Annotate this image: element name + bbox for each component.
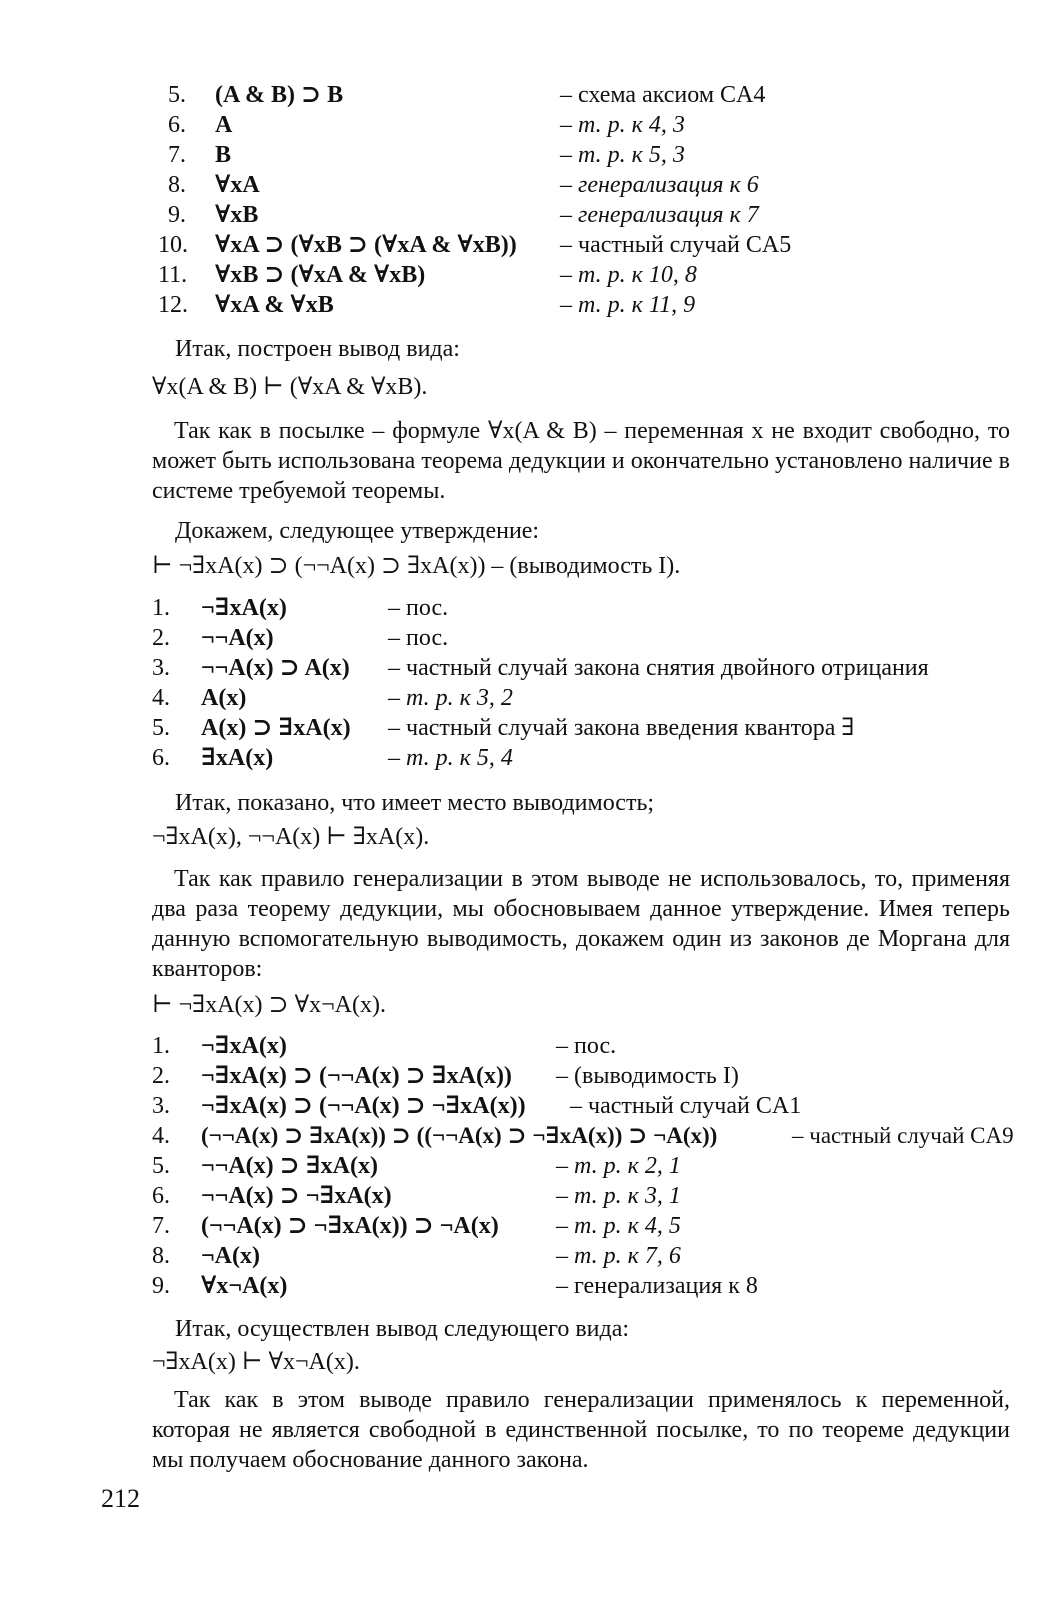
derivation-line <box>0 1181 1063 1211</box>
line-formula: ∀xB ⊃ (∀xA & ∀xB) <box>215 262 426 288</box>
derivation-line <box>0 623 1063 653</box>
derivation-line <box>0 1091 1063 1121</box>
line-number: 6. <box>168 112 186 138</box>
line-number: 7. <box>168 142 186 168</box>
line-number: 2. <box>152 625 170 651</box>
derivation-line <box>0 593 1063 623</box>
derivation-result: ¬∃xA(x) ⊢ ∀x¬A(x). <box>152 1349 360 1375</box>
line-number: 3. <box>152 655 170 681</box>
paragraph: Так как правило генерализации в этом выводе не использовалось, то, применяя два раза теорему дедукции, мы обосновываем данное утверждение. Имея теперь данную вспомогательную выводимость, докажем один из законов де Моргана для кванторов: <box>152 866 1010 982</box>
line-comment: – частный случай закона введения квантора ∃ <box>388 715 855 741</box>
line-number: 4. <box>152 1123 170 1149</box>
line-comment: – т. р. к 2, 1 <box>556 1153 681 1179</box>
line-number: 8. <box>168 172 186 198</box>
line-comment: – т. р. к 10, 8 <box>560 262 697 288</box>
line-comment: – т. р. к 5, 3 <box>560 142 685 168</box>
derivation-line <box>0 1241 1063 1271</box>
line-formula: (A & B) ⊃ B <box>215 82 344 108</box>
line-number: 5. <box>168 82 186 108</box>
line-formula: ∃xA(x) <box>201 745 274 771</box>
line-number: 9. <box>168 202 186 228</box>
line-comment: – пос. <box>556 1033 617 1059</box>
line-number: 12. <box>158 292 188 318</box>
line-formula: ∀xA ⊃ (∀xB ⊃ (∀xA & ∀xB)) <box>215 232 517 258</box>
line-comment: – т. р. к 4, 3 <box>560 112 685 138</box>
derivation-line <box>0 230 1063 260</box>
line-formula: ¬¬A(x) ⊃ ¬∃xA(x) <box>201 1183 392 1209</box>
derivation-result: ∀x(A & B) ⊢ (∀xA & ∀xB). <box>152 374 428 400</box>
conclusion-intro: Итак, построен вывод вида: <box>175 336 460 362</box>
derivation-line <box>0 1121 1063 1151</box>
line-formula: (¬¬A(x) ⊃ ∃xA(x)) ⊃ ((¬¬A(x) ⊃ ¬∃xA(x)) ⊃ ¬A(x)) <box>201 1123 718 1148</box>
line-number: 2. <box>152 1063 170 1089</box>
derivation-line <box>0 1271 1063 1301</box>
paragraph: Так как в этом выводе правило генерализации применялось к переменной, которая не является свободной в единственной посылке, то по теореме дедукции мы получаем обоснование данного закона. <box>152 1387 1010 1473</box>
line-formula: ∀xA <box>215 172 260 198</box>
derivation-line <box>0 260 1063 290</box>
line-number: 5. <box>152 1153 170 1179</box>
statement-intro: Докажем, следующее утверждение: <box>175 518 540 544</box>
derivation-line <box>0 1031 1063 1061</box>
line-comment: – частный случай CA9 <box>792 1123 1014 1148</box>
line-comment: – схема аксиом CA4 <box>560 82 766 108</box>
line-formula: ∀xB <box>215 202 259 228</box>
line-comment: – генерализация к 6 <box>560 172 759 198</box>
derivation-line <box>0 653 1063 683</box>
line-formula: ∀x¬A(x) <box>201 1273 288 1299</box>
line-number: 8. <box>152 1243 170 1269</box>
line-comment: – частный случай CA5 <box>560 232 792 258</box>
derivation-line <box>0 683 1063 713</box>
line-comment: – (выводимость I) <box>556 1063 739 1089</box>
line-comment: – пос. <box>388 595 449 621</box>
derivation-line <box>0 140 1063 170</box>
line-comment: – т. р. к 4, 5 <box>556 1213 681 1239</box>
line-formula: ¬¬A(x) <box>201 625 274 651</box>
line-formula: ¬¬A(x) ⊃ ∃xA(x) <box>201 1153 378 1179</box>
derivation-line <box>0 713 1063 743</box>
line-comment: – т. р. к 5, 4 <box>388 745 513 771</box>
line-formula: ∀xA & ∀xB <box>215 292 334 318</box>
line-comment: – т. р. к 3, 1 <box>556 1183 681 1209</box>
line-comment: – частный случай закона снятия двойного отрицания <box>388 655 929 681</box>
derivation-line <box>0 290 1063 320</box>
line-formula: ¬∃xA(x) <box>201 595 287 621</box>
line-formula: (¬¬A(x) ⊃ ¬∃xA(x)) ⊃ ¬A(x) <box>201 1213 499 1239</box>
derivation-line <box>0 170 1063 200</box>
statement-formula: ⊢ ¬∃xA(x) ⊃ (¬¬A(x) ⊃ ∃xA(x)) – (выводимость I). <box>152 553 681 579</box>
line-formula: ¬A(x) <box>201 1243 260 1269</box>
line-comment: – генерализация к 7 <box>560 202 759 228</box>
line-formula: A <box>215 112 233 138</box>
line-comment: – т. р. к 7, 6 <box>556 1243 681 1269</box>
derivation-line <box>0 743 1063 773</box>
derivation-line <box>0 1211 1063 1241</box>
line-formula: ¬∃xA(x) ⊃ (¬¬A(x) ⊃ ∃xA(x)) <box>201 1063 512 1089</box>
line-number: 3. <box>152 1093 170 1119</box>
conclusion-intro: Итак, осуществлен вывод следующего вида: <box>175 1316 630 1342</box>
line-comment: – пос. <box>388 625 449 651</box>
line-comment: – т. р. к 3, 2 <box>388 685 513 711</box>
paragraph: Так как в посылке – формуле ∀x(A & B) – переменная x не входит свободно, то может быть использована теорема дедукции и окончательно установлено наличие в системе требуемой теоремы. <box>152 418 1010 504</box>
line-comment: – генерализация к 8 <box>556 1273 758 1299</box>
line-number: 5. <box>152 715 170 741</box>
line-number: 6. <box>152 745 170 771</box>
line-number: 1. <box>152 1033 170 1059</box>
line-formula: ¬∃xA(x) ⊃ (¬¬A(x) ⊃ ¬∃xA(x)) <box>201 1093 526 1119</box>
line-number: 11. <box>158 262 188 288</box>
line-formula: ¬¬A(x) ⊃ A(x) <box>201 655 350 681</box>
statement-formula: ⊢ ¬∃xA(x) ⊃ ∀x¬A(x). <box>152 992 386 1018</box>
derivation-result: ¬∃xA(x), ¬¬A(x) ⊢ ∃xA(x). <box>152 824 430 850</box>
line-number: 1. <box>152 595 170 621</box>
line-formula: ¬∃xA(x) <box>201 1033 287 1059</box>
line-comment: – частный случай CA1 <box>570 1093 802 1119</box>
line-comment: – т. р. к 11, 9 <box>560 292 696 318</box>
line-number: 10. <box>158 232 188 258</box>
line-number: 9. <box>152 1273 170 1299</box>
line-formula: B <box>215 142 232 168</box>
derivation-line <box>0 1151 1063 1181</box>
page-number: 212 <box>101 1484 140 1513</box>
line-number: 4. <box>152 685 170 711</box>
line-formula: A(x) <box>201 685 247 711</box>
line-number: 6. <box>152 1183 170 1209</box>
line-number: 7. <box>152 1213 170 1239</box>
conclusion-intro: Итак, показано, что имеет место выводимость; <box>175 790 655 816</box>
derivation-line <box>0 1061 1063 1091</box>
line-formula: A(x) ⊃ ∃xA(x) <box>201 715 351 741</box>
derivation-line <box>0 110 1063 140</box>
derivation-line <box>0 200 1063 230</box>
derivation-line <box>0 80 1063 110</box>
